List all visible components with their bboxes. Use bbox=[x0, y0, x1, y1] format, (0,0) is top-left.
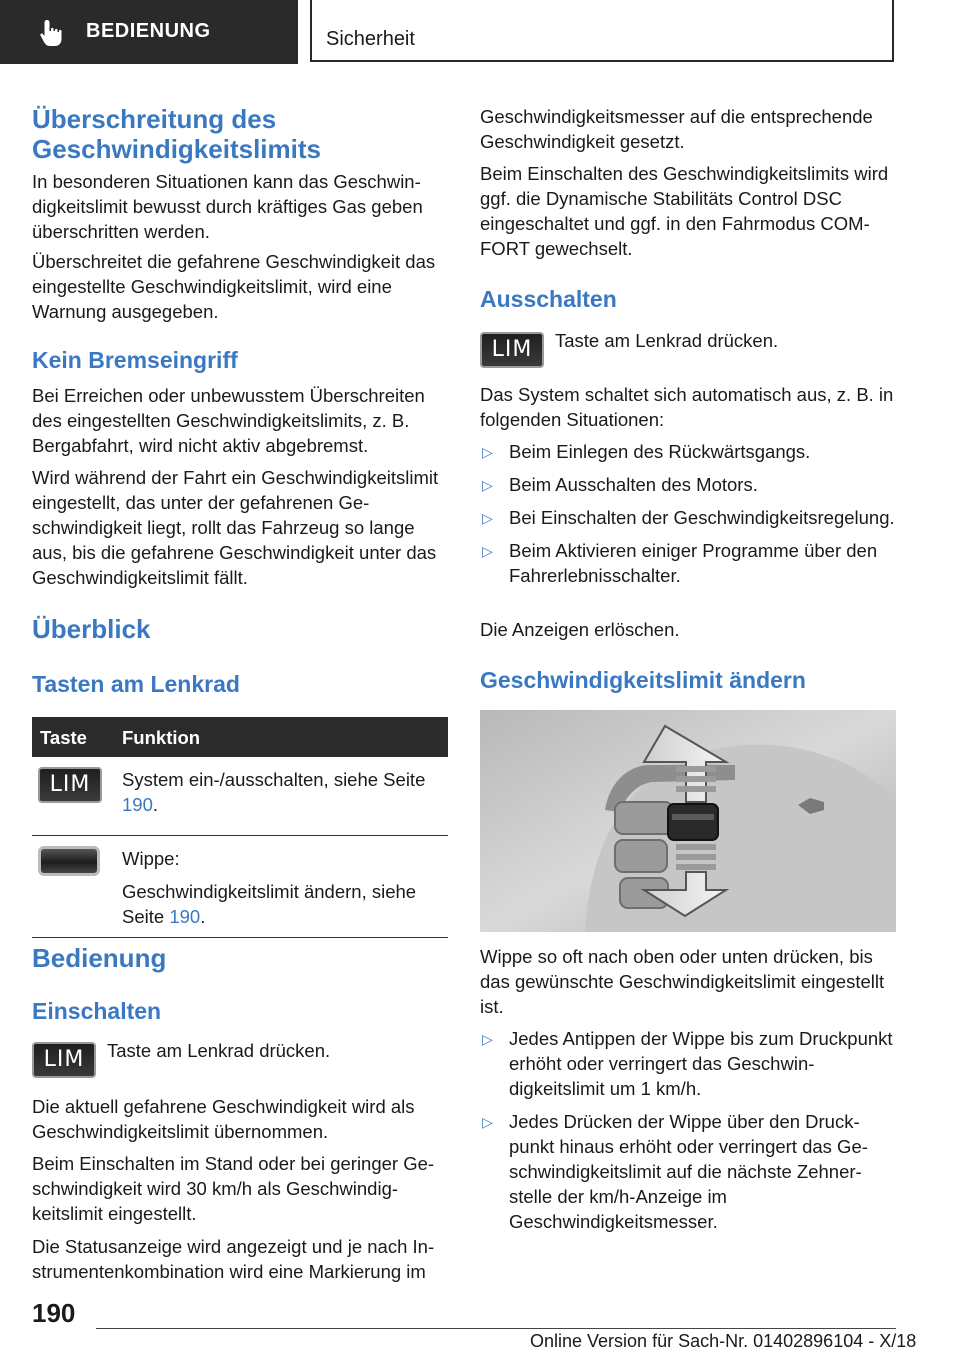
footer-online-version: Online Version für Sach-Nr. 01402896104 - X/18 bbox=[530, 1331, 917, 1351]
list-item bbox=[480, 1109, 896, 1234]
paragraph: Geschwindigkeitsmesser auf die entsprechende Geschwindigkeit gesetzt. bbox=[480, 106, 873, 152]
heading-ueberblick: Überblick bbox=[32, 614, 151, 644]
table-header-funktion: Funktion bbox=[114, 717, 448, 757]
instruction-text: Taste am Lenkrad drücken. bbox=[555, 330, 779, 351]
triangle-bullet-icon: ▷ bbox=[482, 477, 493, 493]
rocker-switch-icon bbox=[38, 846, 100, 876]
table-row bbox=[32, 836, 448, 938]
header-chapter-box bbox=[310, 0, 894, 62]
table-cell-text: System ein-/ausschalten, siehe Seite bbox=[122, 769, 426, 790]
page-link[interactable]: 190 bbox=[169, 906, 201, 927]
table-cell-text: Geschwindigkeitslimit ändern, siehe Seite bbox=[122, 881, 417, 927]
triangle-bullet-icon: ▷ bbox=[482, 1114, 493, 1130]
heading-ausschalten: Ausschalten bbox=[480, 286, 617, 312]
list-item bbox=[480, 472, 896, 497]
triangle-bullet-icon: ▷ bbox=[482, 1031, 493, 1047]
bullet-list bbox=[480, 1026, 896, 1234]
chapter-title: Sicherheit bbox=[326, 28, 415, 50]
list-item-text: Jedes Antippen der Wippe bis zum Druckpunkt erhöht oder verringert das Geschwindigkeitslimit um 1 km/h. bbox=[509, 1028, 893, 1099]
table-cell-label: Wippe: bbox=[122, 848, 180, 869]
paragraph: Das System schaltet sich automatisch aus, z. B. in folgenden Situationen: bbox=[480, 384, 894, 430]
heading-ueberschreitung: Überschreitung des Geschwindigkeitslimits bbox=[32, 104, 321, 164]
page-number: 190 bbox=[32, 1298, 76, 1328]
lim-button-icon: LIM bbox=[38, 767, 102, 803]
paragraph: Die Statusanzeige wird angezeigt und je nach Instrumentenkombination wird eine Markierung im bbox=[32, 1236, 435, 1282]
list-item-text: Beim Einlegen des Rückwärtsgangs. bbox=[509, 441, 811, 462]
paragraph: Wird während der Fahrt ein Geschwindigkeitslimit eingestellt, das unter der gefahrenen Geschwindigkeit liegt, rollt das Fahrzeug so lange aus, bis die gefahrene Geschwindigkeit unter das Geschwindigkeitslimit fällt. bbox=[32, 467, 439, 588]
header-section-tab bbox=[0, 0, 298, 64]
paragraph: Beim Einschalten im Stand oder bei geringer Geschwindigkeit wird 30 km/h als Geschwindigkeitslimit eingestellt. bbox=[32, 1153, 435, 1224]
paragraph: Beim Einschalten des Geschwindigkeitslimits wird ggf. die Dynamische Stabilitäts Control DSC eingeschaltet und ggf. in den Fahrmodus COMFORT gewechselt. bbox=[480, 163, 889, 259]
paragraph: Wippe so oft nach oben oder unten drücken, bis das gewünschte Geschwindigkeitslimit eingestellt ist. bbox=[480, 946, 885, 1017]
list-item-text: Beim Ausschalten des Motors. bbox=[509, 474, 758, 495]
hand-pointer-icon bbox=[38, 18, 66, 48]
list-item-text: Bei Einschalten der Geschwindigkeitsregelung. bbox=[509, 507, 895, 528]
lim-button-icon: LIM bbox=[32, 1042, 96, 1078]
heading-bedienung: Bedienung bbox=[32, 943, 167, 973]
paragraph: Überschreitet die gefahrene Geschwindigkeit das eingestellte Geschwindigkeitslimit, wird eine Warnung ausgegeben. bbox=[32, 251, 436, 322]
heading-kein-bremseingriff: Kein Bremseingriff bbox=[32, 347, 238, 373]
heading-einschalten: Einschalten bbox=[32, 998, 162, 1024]
instruction-text: Taste am Lenkrad drücken. bbox=[107, 1040, 331, 1061]
table-row bbox=[32, 757, 448, 836]
list-item-text: Jedes Drücken der Wippe über den Druckpunkt hinaus erhöht oder verringert das Geschwindigkeitslimit auf die nächste Zehnerstelle der km/h-Anzeige im Geschwindigkeitsmesser. bbox=[509, 1111, 868, 1232]
footer-divider bbox=[96, 1328, 896, 1329]
punctuation: . bbox=[200, 906, 206, 927]
heading-tasten-am-lenkrad: Tasten am Lenkrad bbox=[32, 671, 240, 697]
heading-geschwindigkeitslimit-aendern: Geschwindigkeitslimit ändern bbox=[480, 667, 806, 693]
list-item bbox=[480, 505, 896, 530]
punctuation: . bbox=[152, 794, 159, 815]
paragraph: In besonderen Situationen kann das Geschwindigkeitslimit bewusst durch kräftiges Gas geben überschritten werden. bbox=[32, 171, 423, 242]
paragraph: Die aktuell gefahrene Geschwindigkeit wird als Geschwindigkeitslimit übernommen. bbox=[32, 1096, 415, 1142]
table-header-taste: Taste bbox=[32, 717, 114, 757]
page-link[interactable]: 190 bbox=[122, 794, 153, 815]
section-title: BEDIENUNG bbox=[86, 20, 211, 42]
lim-button-icon: LIM bbox=[480, 332, 544, 368]
list-item bbox=[480, 538, 896, 588]
triangle-bullet-icon: ▷ bbox=[482, 543, 493, 559]
keys-table bbox=[32, 717, 448, 938]
paragraph: Die Anzeigen erlöschen. bbox=[480, 619, 680, 640]
paragraph: Bei Erreichen oder unbewusstem Überschreiten des eingestellten Geschwindigkeitslimits, z. B. Bergabfahrt, wird nicht aktiv abgebremst. bbox=[32, 385, 425, 456]
steering-wheel-rocker-illustration bbox=[480, 710, 896, 932]
list-item bbox=[480, 1026, 896, 1101]
list-item bbox=[480, 439, 896, 464]
bullet-list bbox=[480, 439, 896, 588]
list-item-text: Beim Aktivieren einiger Programme über den Fahrerlebnisschalter. bbox=[509, 540, 878, 586]
triangle-bullet-icon: ▷ bbox=[482, 444, 493, 460]
triangle-bullet-icon: ▷ bbox=[482, 510, 493, 526]
